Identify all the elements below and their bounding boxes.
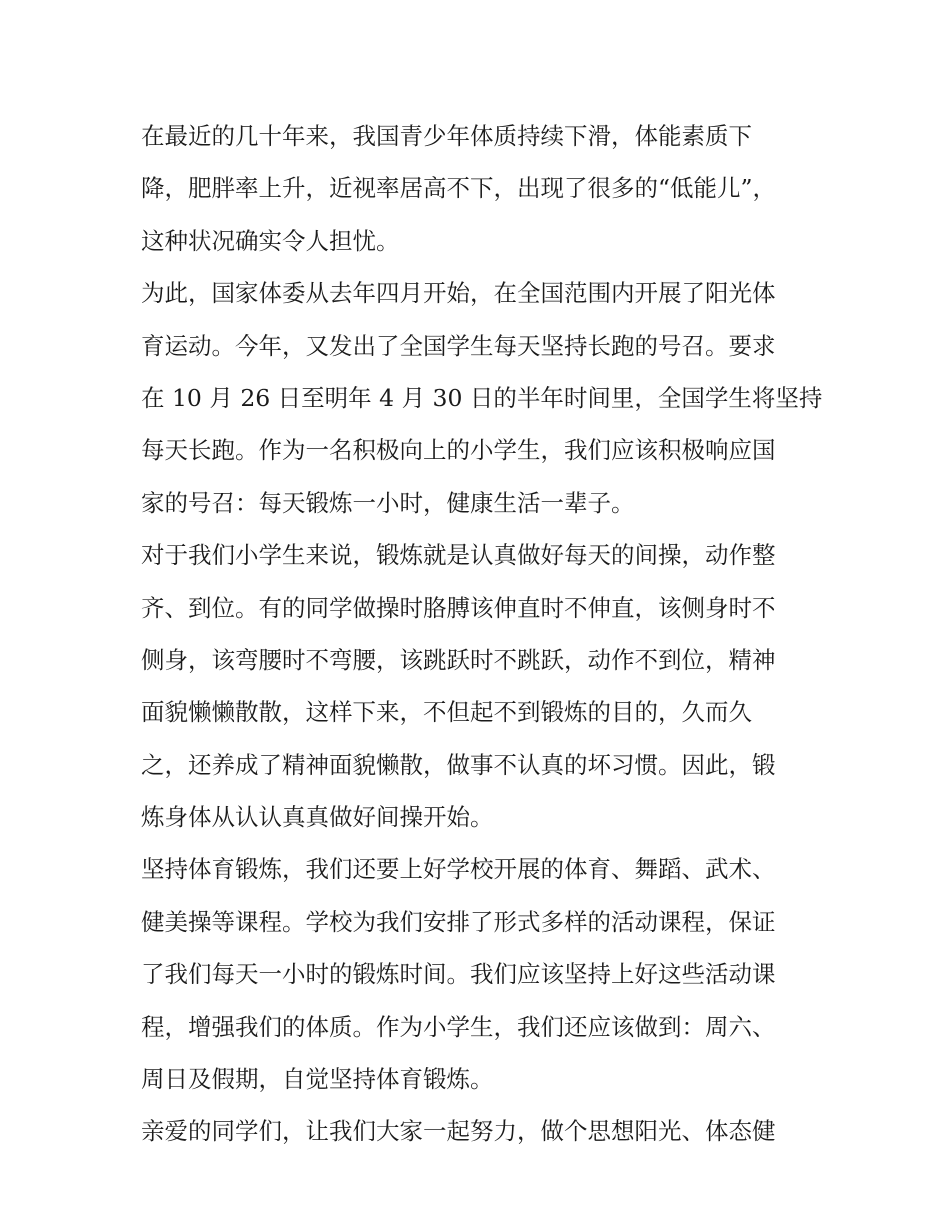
text-line: 侧身，该弯腰时不弯腰，该跳跃时不跳跃，动作不到位，精神	[141, 645, 776, 674]
text-line: 齐、到位。有的同学做操时胳膊该伸直时不伸直，该侧身时不	[141, 593, 776, 622]
text-line: 健美操等课程。学校为我们安排了形式多样的活动课程，保证	[141, 907, 776, 936]
text-line: 育运动。今年，又发出了全国学生每天坚持长跑的号召。要求	[141, 331, 776, 360]
text-line: 降，肥胖率上升，近视率居高不下，出现了很多的“低能儿”，	[141, 174, 777, 203]
text-line: 家的号召：每天锻炼一小时，健康生活一辈子。	[141, 488, 635, 517]
document-body	[141, 110, 823, 1158]
text-line: 面貌懒懒散散，这样下来，不但起不到锻炼的目的，久而久	[141, 698, 752, 727]
text-line: 亲爱的同学们，让我们大家一起努力，做个思想阳光、体态健	[141, 1117, 776, 1146]
paragraph-5	[141, 1105, 813, 1157]
text-line: 周日及假期，自觉坚持体育锻炼。	[141, 1065, 494, 1094]
text-line: 在 10 月 26 日至明年 4 月 30 日的半年时间里，全国学生将坚持	[141, 383, 823, 412]
text-line: 这种状况确实令人担忧。	[141, 226, 400, 255]
paragraph-2	[141, 267, 823, 529]
text-line: 了我们每天一小时的锻炼时间。我们应该坚持上好这些活动课	[141, 960, 776, 989]
paragraph-1	[141, 110, 813, 267]
text-line: 每天长跑。作为一名积极向上的小学生，我们应该积极响应国	[141, 436, 776, 465]
text-line: 程，增强我们的体质。作为小学生，我们还应该做到：周六、	[141, 1012, 776, 1041]
paragraph-4	[141, 843, 813, 1105]
text-line: 在最近的几十年来，我国青少年体质持续下滑，体能素质下	[141, 122, 752, 150]
text-line: 为此，国家体委从去年四月开始，在全国范围内开展了阳光体	[141, 279, 776, 308]
text-line: 之，还养成了精神面貌懒散，做事不认真的坏习惯。因此，锻	[141, 750, 776, 779]
text-line: 炼身体从认认真真做好间操开始。	[141, 803, 494, 832]
text-line: 坚持体育锻炼，我们还要上好学校开展的体育、舞蹈、武术、	[141, 855, 776, 884]
paragraph-3	[141, 529, 813, 843]
text-line: 对于我们小学生来说，锻炼就是认真做好每天的间操，动作整	[141, 541, 776, 570]
